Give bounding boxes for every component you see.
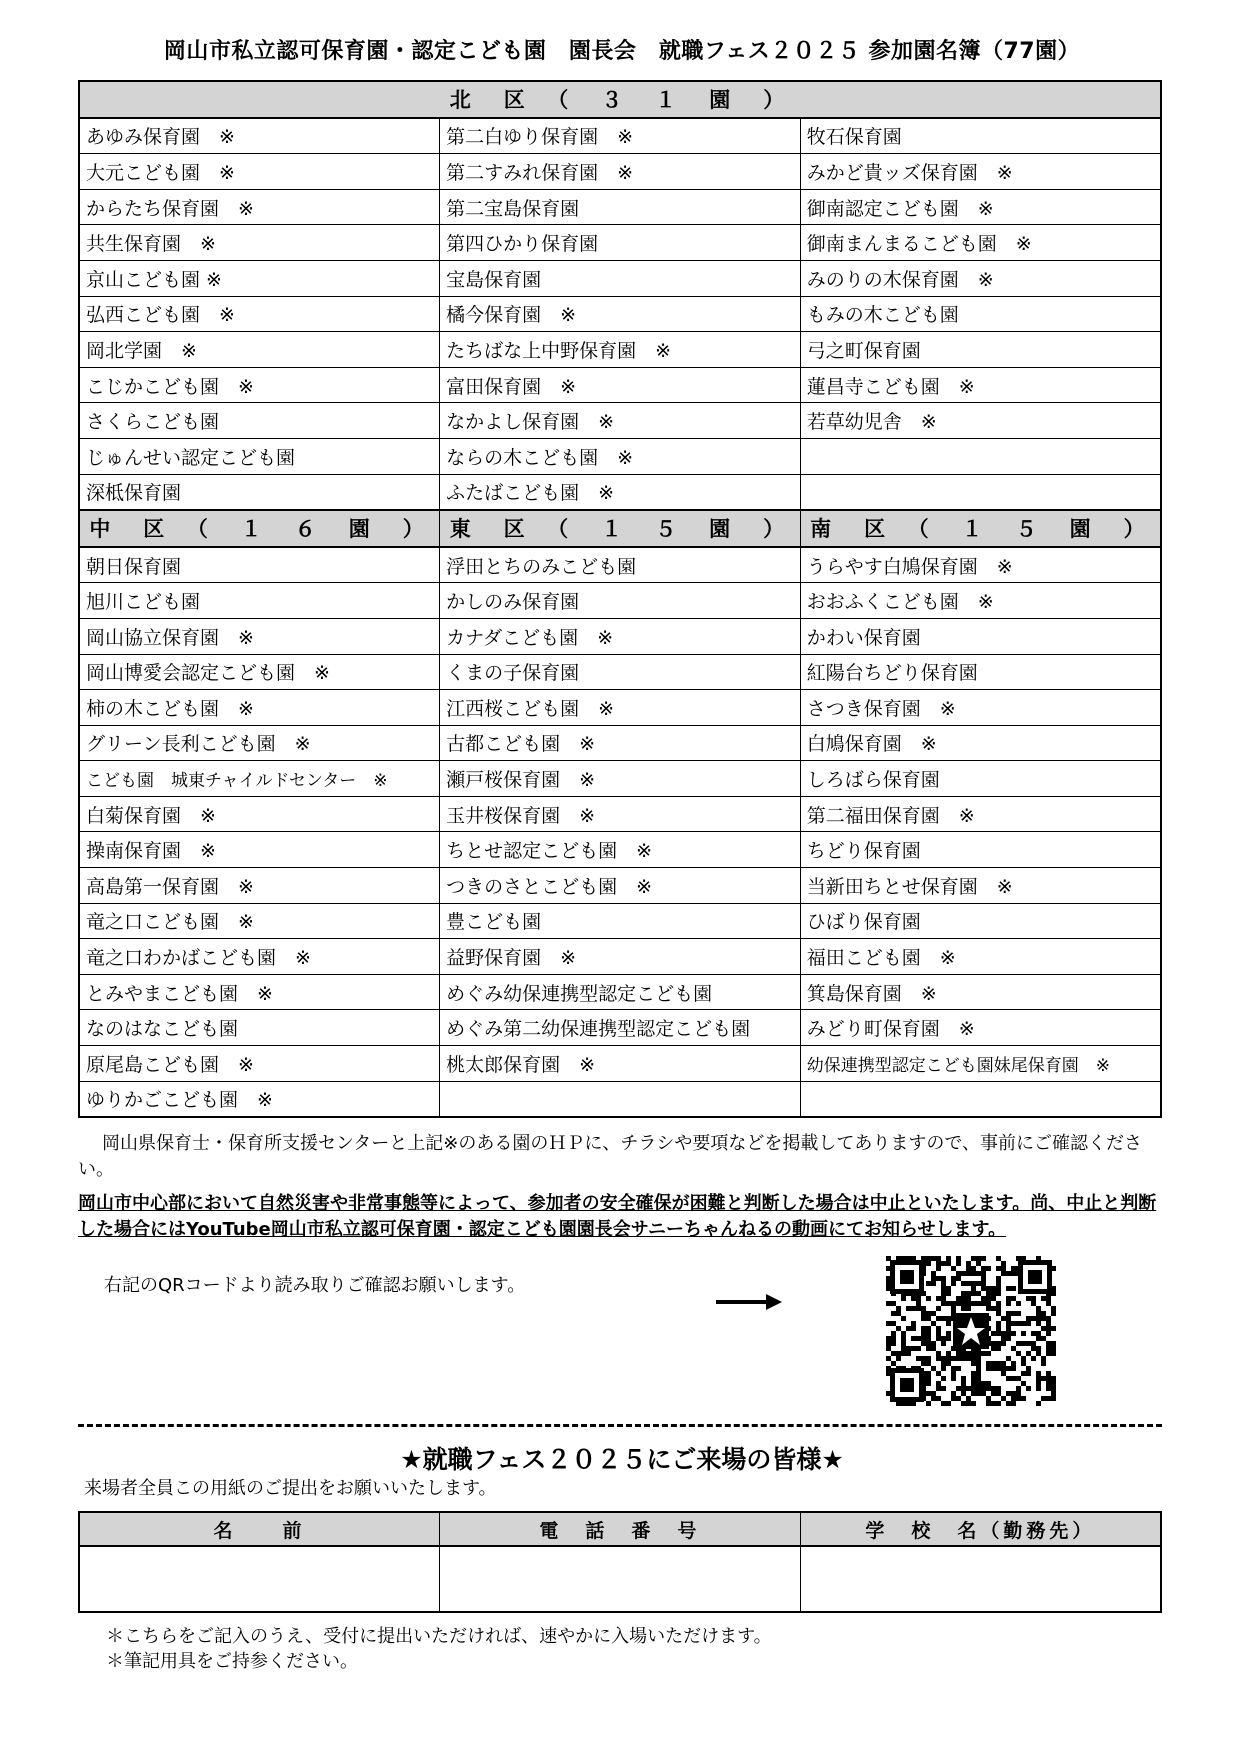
nursery-cell: さくらこども園 (79, 403, 440, 439)
minami-header: 南 区 （ １ ５ 園 ） (800, 510, 1161, 547)
nursery-cell: 桃太郎保育園 ※ (440, 1046, 801, 1082)
nursery-cell: ちどり保育園 (800, 832, 1161, 868)
table-row (79, 761, 1161, 797)
visitor-form-table (78, 1511, 1162, 1613)
nursery-cell: めぐみ第二幼保連携型認定こども園 (440, 1010, 801, 1046)
table-row (79, 690, 1161, 726)
table-row (79, 189, 1161, 225)
nursery-cell: 第二福田保育園 ※ (800, 796, 1161, 832)
nursery-cell: めぐみ幼保連携型認定こども園 (440, 974, 801, 1010)
nursery-cell: あゆみ保育園 ※ (79, 118, 440, 154)
table-row (79, 260, 1161, 296)
nursery-cell: からたち保育園 ※ (79, 189, 440, 225)
nursery-cell: こども園 城東チャイルドセンター ※ (79, 761, 440, 797)
cut-line (78, 1424, 1162, 1427)
nursery-cell: 橘今保育園 ※ (440, 296, 801, 332)
nursery-cell: 御南まんまるこども園 ※ (800, 225, 1161, 261)
table-row (79, 118, 1161, 154)
nursery-cell: 江西桜こども園 ※ (440, 690, 801, 726)
nursery-cell: かわい保育園 (800, 618, 1161, 654)
nursery-cell: くまの子保育園 (440, 654, 801, 690)
nursery-cell: しろばら保育園 (800, 761, 1161, 797)
table-row (79, 832, 1161, 868)
nursery-cell: 岡北学園 ※ (79, 332, 440, 368)
nursery-cell: 第四ひかり保育園 (440, 225, 801, 261)
nursery-cell: 大元こども園 ※ (79, 154, 440, 190)
visitor-instruction: 来場者全員この用紙のご提出をお願いいたします。 (84, 1478, 497, 1499)
qr-code-icon[interactable] (886, 1256, 1056, 1406)
ward-header-row (79, 510, 1161, 547)
nursery-cell: つきのさとこども園 ※ (440, 868, 801, 904)
nursery-cell: 益野保育園 ※ (440, 939, 801, 975)
participant-roster-table (78, 80, 1162, 1118)
nursery-cell: ならの木こども園 ※ (440, 438, 801, 474)
nursery-cell: 旭川こども園 (79, 583, 440, 619)
table-row (79, 225, 1161, 261)
nursery-cell: みかど貴ッズ保育園 ※ (800, 154, 1161, 190)
nursery-cell: 牧石保育園 (800, 118, 1161, 154)
nursery-cell: 宝島保育園 (440, 260, 801, 296)
nursery-cell (800, 474, 1161, 510)
table-row (79, 1046, 1161, 1082)
nursery-cell: 若草幼児舎 ※ (800, 403, 1161, 439)
name-field[interactable] (79, 1546, 440, 1612)
table-row (79, 654, 1161, 690)
table-row (79, 903, 1161, 939)
nursery-cell: もみの木こども園 (800, 296, 1161, 332)
kita-header-row (79, 81, 1161, 118)
nursery-cell: 操南保育園 ※ (79, 832, 440, 868)
table-row (79, 618, 1161, 654)
qr-instruction: 右記のQRコードより読み取りご確認お願いします。 (104, 1275, 526, 1296)
website-note: 岡山県保育士・保育所支援センターと上記※のある園のＨＰに、チラシや要項などを掲載してありますので、事前にご確認ください。 (78, 1133, 1142, 1180)
nursery-cell: ひばり保育園 (800, 903, 1161, 939)
nursery-cell: ちとせ認定こども園 ※ (440, 832, 801, 868)
nursery-cell: 玉井桜保育園 ※ (440, 796, 801, 832)
table-row (79, 868, 1161, 904)
kita-header: 北 区 （ ３ １ 園 ） (79, 81, 1161, 118)
nursery-cell: 第二宝島保育園 (440, 189, 801, 225)
higashi-header: 東 区 （ １ ５ 園 ） (440, 510, 801, 547)
nursery-cell: カナダこども園 ※ (440, 618, 801, 654)
nursery-cell: とみやまこども園 ※ (79, 974, 440, 1010)
table-row (79, 939, 1161, 975)
table-row (79, 367, 1161, 403)
nursery-cell: なかよし保育園 ※ (440, 403, 801, 439)
right-arrow-icon (716, 1293, 782, 1311)
nursery-cell: たちばな上中野保育園 ※ (440, 332, 801, 368)
table-row (79, 332, 1161, 368)
nursery-cell: 弘西こども園 ※ (79, 296, 440, 332)
nursery-cell: 岡山博愛会認定こども園 ※ (79, 654, 440, 690)
nursery-cell (800, 1081, 1161, 1117)
table-row (79, 974, 1161, 1010)
nursery-cell: うらやす白鳩保育園 ※ (800, 547, 1161, 583)
nursery-cell: 当新田ちとせ保育園 ※ (800, 868, 1161, 904)
nursery-cell: みのりの木保育園 ※ (800, 260, 1161, 296)
footnote: ＊筆記用具をご持参ください。 (106, 1651, 358, 1672)
form-header-name: 名 前 (79, 1512, 440, 1546)
table-row (79, 1010, 1161, 1046)
page-title: 岡山市私立認可保育園・認定こども園 園長会 就職フェス２０２５ 参加園名簿（77園） (163, 39, 1081, 64)
nursery-cell: 第二すみれ保育園 ※ (440, 154, 801, 190)
nursery-cell: 深柢保育園 (79, 474, 440, 510)
table-row (79, 296, 1161, 332)
nursery-cell: ふたばこども園 ※ (440, 474, 801, 510)
nursery-cell: 京山こども園 ※ (79, 260, 440, 296)
nursery-cell: 古都こども園 ※ (440, 725, 801, 761)
nursery-cell: 瀬戸桜保育園 ※ (440, 761, 801, 797)
nursery-cell: 弓之町保育園 (800, 332, 1161, 368)
table-row (79, 474, 1161, 510)
nursery-cell: 原尾島こども園 ※ (79, 1046, 440, 1082)
cancellation-note: 岡山市中心部において自然災害や非常事態等によって、参加者の安全確保が困難と判断した場合は中止といたします。尚、中止と判断した場合にはYouTube岡山市私立認可保育園・認定こども園園長会サニーちゃんねるの動画にてお知らせします。 (78, 1193, 1157, 1240)
table-row (79, 547, 1161, 583)
nursery-cell: 幼保連携型認定こども園妹尾保育園 ※ (800, 1046, 1161, 1082)
nursery-cell: さつき保育園 ※ (800, 690, 1161, 726)
table-row (79, 403, 1161, 439)
nursery-cell: 紅陽台ちどり保育園 (800, 654, 1161, 690)
nursery-cell: じゅんせい認定こども園 (79, 438, 440, 474)
table-row (79, 583, 1161, 619)
nursery-cell: かしのみ保育園 (440, 583, 801, 619)
nursery-cell: おおふくこども園 ※ (800, 583, 1161, 619)
nursery-cell: 白鳩保育園 ※ (800, 725, 1161, 761)
nursery-cell: 浮田とちのみこども園 (440, 547, 801, 583)
form-input-row (79, 1546, 1161, 1612)
nursery-cell: 御南認定こども園 ※ (800, 189, 1161, 225)
nursery-cell: みどり町保育園 ※ (800, 1010, 1161, 1046)
nursery-cell: こじかこども園 ※ (79, 367, 440, 403)
nursery-cell: 高島第一保育園 ※ (79, 868, 440, 904)
nursery-cell: 蓮昌寺こども園 ※ (800, 367, 1161, 403)
form-header-school: 学 校 名（勤務先） (800, 1512, 1161, 1546)
roster-body (79, 81, 1161, 1117)
nursery-cell: 岡山協立保育園 ※ (79, 618, 440, 654)
nursery-cell: 竜之口わかばこども園 ※ (79, 939, 440, 975)
table-row (79, 796, 1161, 832)
nursery-cell: 白菊保育園 ※ (79, 796, 440, 832)
form-header-row (79, 1512, 1161, 1546)
form-header-phone: 電 話 番 号 (440, 1512, 801, 1546)
nursery-cell: 福田こども園 ※ (800, 939, 1161, 975)
table-row (79, 438, 1161, 474)
nursery-cell: 柿の木こども園 ※ (79, 690, 440, 726)
school-field[interactable] (800, 1546, 1161, 1612)
nursery-cell: 第二白ゆり保育園 ※ (440, 118, 801, 154)
nursery-cell (800, 438, 1161, 474)
table-row (79, 154, 1161, 190)
nursery-cell: 富田保育園 ※ (440, 367, 801, 403)
nursery-cell: ゆりかごこども園 ※ (79, 1081, 440, 1117)
nursery-cell: 豊こども園 (440, 903, 801, 939)
naka-header: 中 区 （ １ ６ 園 ） (79, 510, 440, 547)
nursery-cell: なのはなこども園 (79, 1010, 440, 1046)
nursery-cell (440, 1081, 801, 1117)
nursery-cell: 朝日保育園 (79, 547, 440, 583)
nursery-cell: 竜之口こども園 ※ (79, 903, 440, 939)
visitor-title: ★就職フェス２０２５にご来場の皆様★ (400, 1445, 844, 1474)
nursery-cell: 共生保育園 ※ (79, 225, 440, 261)
footnote: ＊こちらをご記入のうえ、受付に提出いただければ、速やかに入場いただけます。 (106, 1626, 772, 1647)
table-row (79, 725, 1161, 761)
phone-field[interactable] (440, 1546, 801, 1612)
nursery-cell: グリーン長利こども園 ※ (79, 725, 440, 761)
table-row (79, 1081, 1161, 1117)
nursery-cell: 箕島保育園 ※ (800, 974, 1161, 1010)
